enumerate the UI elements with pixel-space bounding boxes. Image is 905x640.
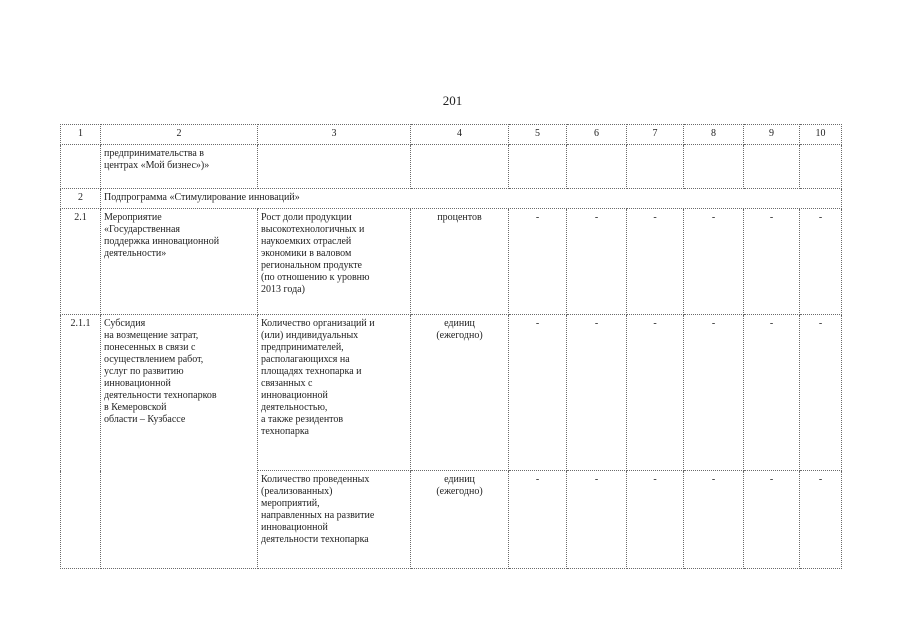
row-number: 2.1 bbox=[61, 209, 101, 315]
value-cell: - bbox=[627, 209, 684, 315]
column-header: 6 bbox=[567, 125, 627, 145]
column-header: 8 bbox=[684, 125, 744, 145]
row-number: 2.1.1 bbox=[61, 315, 101, 569]
table-cell bbox=[61, 145, 101, 189]
column-header: 9 bbox=[744, 125, 800, 145]
value-cell: - bbox=[509, 471, 567, 569]
value-cell: - bbox=[800, 209, 842, 315]
unit-cell bbox=[411, 471, 509, 569]
value-cell: - bbox=[567, 209, 627, 315]
column-header: 4 bbox=[411, 125, 509, 145]
unit-label: единиц (ежегодно) bbox=[436, 318, 483, 341]
value-cell: - bbox=[627, 471, 684, 569]
column-header: 5 bbox=[509, 125, 567, 145]
row-number: 2 bbox=[61, 189, 101, 209]
table-cell bbox=[258, 209, 411, 315]
value-cell: - bbox=[509, 209, 567, 315]
event-name: Мероприятие «Государственная поддержка инновационной деятельности» bbox=[104, 212, 220, 259]
value-cell: - bbox=[627, 315, 684, 471]
value-cell: - bbox=[800, 471, 842, 569]
table-cell bbox=[567, 145, 627, 189]
table-row bbox=[61, 209, 842, 315]
value-cell: - bbox=[684, 315, 744, 471]
column-header: 7 bbox=[627, 125, 684, 145]
value-cell: - bbox=[744, 471, 800, 569]
value-cell: - bbox=[744, 315, 800, 471]
table-cell bbox=[411, 145, 509, 189]
value-cell: - bbox=[684, 209, 744, 315]
table-cell bbox=[258, 145, 411, 189]
column-number-header-row bbox=[61, 125, 842, 145]
indicators-table bbox=[60, 124, 842, 569]
unit-label: процентов bbox=[437, 212, 482, 223]
table-cell bbox=[101, 145, 258, 189]
indicator-name: Количество проведенных (реализованных) мероприятий, направленных на развитие инновационной деятельности технопарка bbox=[261, 474, 375, 545]
value-cell: - bbox=[800, 315, 842, 471]
value-cell: - bbox=[567, 471, 627, 569]
unit-cell bbox=[411, 209, 509, 315]
column-header: 2 bbox=[101, 125, 258, 145]
column-header: 10 bbox=[800, 125, 842, 145]
column-header: 1 bbox=[61, 125, 101, 145]
table-cell bbox=[101, 315, 258, 569]
column-header: 3 bbox=[258, 125, 411, 145]
table-cell bbox=[800, 145, 842, 189]
table-cell bbox=[258, 315, 411, 471]
value-cell: - bbox=[744, 209, 800, 315]
subprogram-title: Подпрограмма «Стимулирование инноваций» bbox=[101, 189, 842, 209]
value-cell: - bbox=[567, 315, 627, 471]
table-cell bbox=[627, 145, 684, 189]
indicator-name: Количество организаций и (или) индивидуальных предпринимателей, располагающихся на площадях технопарка и связанных с инновационной деятельностью, а также резидентов технопарка bbox=[261, 318, 375, 437]
table-cell bbox=[684, 145, 744, 189]
table-row bbox=[61, 145, 842, 189]
subprogram-row bbox=[61, 189, 842, 209]
table-cell bbox=[258, 471, 411, 569]
indicator-name: Рост доли продукции высокотехнологичных и наукоемких отраслей экономики в валовом региональном продукте (по отношению к уровню 2013 года) bbox=[261, 212, 370, 295]
event-name: Субсидия на возмещение затрат, понесенных в связи с осуществлением работ, услуг по развитию инновационной деятельности технопарков в Кемеровской области – Кузбассе bbox=[104, 318, 217, 425]
unit-label: единиц (ежегодно) bbox=[436, 474, 483, 497]
table-cell bbox=[509, 145, 567, 189]
table-row bbox=[61, 315, 842, 471]
table-cell bbox=[101, 209, 258, 315]
value-cell: - bbox=[684, 471, 744, 569]
event-name: предпринимательства в центрах «Мой бизнес»)» bbox=[104, 148, 210, 171]
unit-cell bbox=[411, 315, 509, 471]
page-number: 201 bbox=[442, 93, 463, 108]
table-cell bbox=[744, 145, 800, 189]
value-cell: - bbox=[509, 315, 567, 471]
